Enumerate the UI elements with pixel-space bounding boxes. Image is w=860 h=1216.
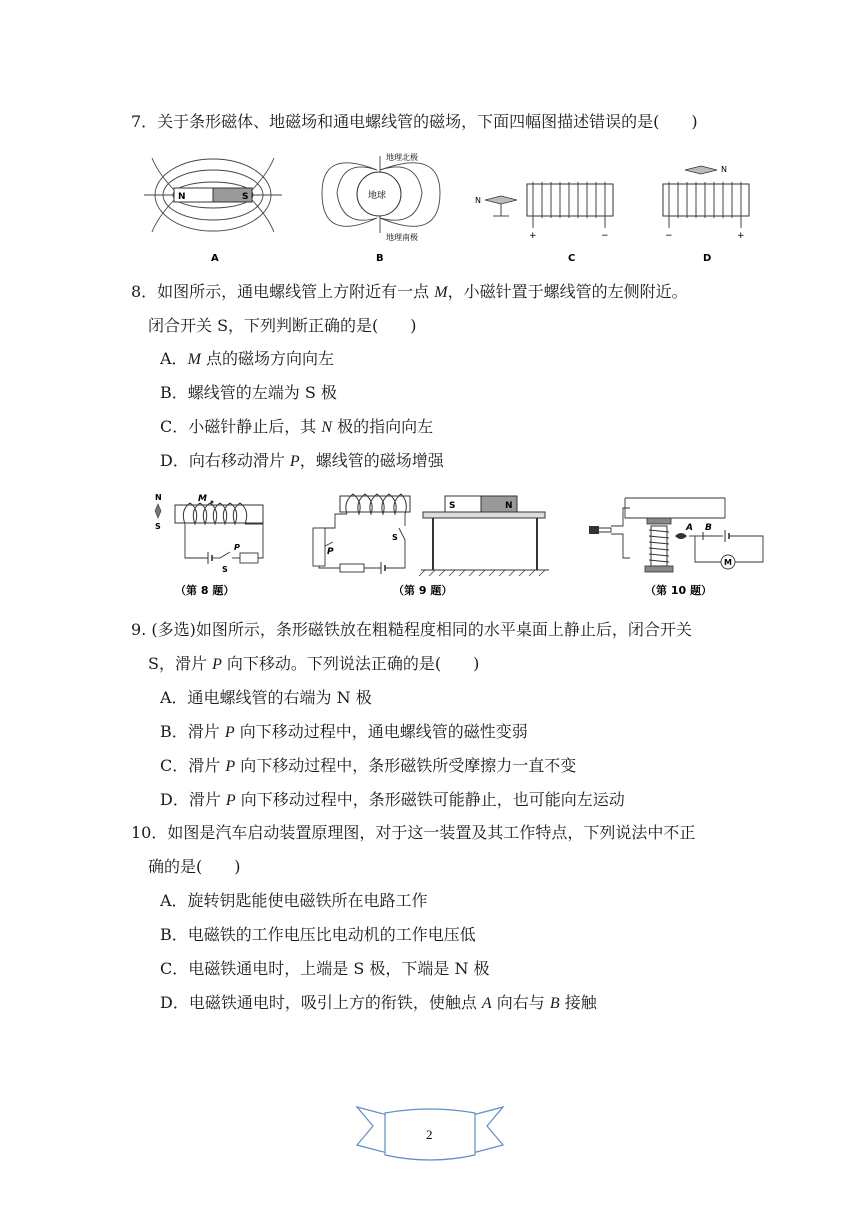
- q7-figure-b: [322, 148, 452, 266]
- fig10-caption: （第 10 题）: [645, 584, 712, 597]
- q8-stem-line1: 8．如图所示，通电螺线管上方附近有一点 M，小磁针置于螺线管的左侧附近。: [131, 282, 688, 301]
- fig9-magnet-s-label: S: [449, 501, 456, 511]
- fig10-a-label: A: [686, 523, 693, 533]
- fig8-n-label: N: [155, 493, 162, 502]
- fig8-compass-icon: [155, 504, 161, 518]
- q7-d-compass-needle-icon: [685, 166, 717, 174]
- q8-option-a: A．M 点的磁场方向向左: [160, 349, 334, 368]
- fig8-m-label: M: [198, 494, 207, 504]
- q9-option-d: D．滑片 P 向下移动过程中，条形磁铁可能静止，也可能向左运动: [160, 790, 625, 809]
- q10-option-a: A．旋转钥匙能使电磁铁所在电路工作: [160, 891, 428, 910]
- q9-option-a: A．通电螺线管的右端为 N 极: [160, 688, 372, 707]
- q9-stem-line2: S，滑片 P 向下移动。下列说法正确的是( ): [148, 654, 480, 673]
- fig10-b-label: B: [705, 523, 712, 533]
- q8-option-b: B．螺线管的左端为 S 极: [160, 383, 337, 402]
- fig8-p-label: P: [234, 543, 240, 552]
- fig8-switch-label: S: [222, 565, 228, 574]
- q10-option-c: C．电磁铁通电时，上端是 S 极，下端是 N 极: [160, 959, 490, 978]
- q7-geo-north-label: 地理北极: [386, 153, 418, 162]
- q7-needle-n-label: N: [475, 196, 481, 205]
- page-number: 2: [426, 1127, 433, 1142]
- figure-q9: [305, 488, 550, 603]
- q7-c-plus-label: +: [529, 231, 537, 241]
- page-number-banner: [355, 1105, 505, 1163]
- figure-q8: [150, 488, 275, 603]
- q7-magnet-n-label: N: [178, 192, 186, 202]
- q7-figure-d: [655, 148, 755, 266]
- q7-figure-c: [475, 148, 620, 266]
- q9-option-c: C．滑片 P 向下移动过程中，条形磁铁所受摩擦力一直不变: [160, 756, 577, 775]
- q7-figure-a: [138, 148, 288, 266]
- q10-stem-line1: 10．如图是汽车启动装置原理图，对于这一装置及其工作特点，下列说法中不正: [131, 823, 696, 842]
- fig10-key-icon: [589, 526, 599, 534]
- q7-d-plus-label: +: [737, 231, 745, 241]
- q9-stem-line1: 9. (多选)如图所示，条形磁铁放在粗糙程度相同的水平桌面上静止后，闭合开关: [131, 620, 692, 639]
- q7-label-b: B: [376, 253, 384, 264]
- q7-d-needle-n-label: N: [721, 165, 727, 174]
- q7-c-minus-label: −: [601, 231, 609, 241]
- q7-stem: 7．关于条形磁体、地磁场和通电螺线管的磁场，下面四幅图描述错误的是( ): [131, 112, 698, 131]
- fig8-s-label: S: [155, 522, 161, 531]
- q7-label-d: D: [703, 253, 712, 264]
- q8-option-d: D．向右移动滑片 P，螺线管的磁场增强: [160, 451, 444, 470]
- q8-option-c: C．小磁针静止后，其 N 极的指向向左: [160, 417, 434, 436]
- fig9-p-label: P: [327, 547, 334, 557]
- figure-q10: [585, 488, 770, 603]
- fig9-switch-label: S: [392, 533, 398, 542]
- q9-option-b: B．滑片 P 向下移动过程中，通电螺线管的磁性变弱: [160, 722, 528, 741]
- q10-stem-line2: 确的是( ): [148, 857, 241, 876]
- fig9-caption: （第 9 题）: [393, 584, 453, 597]
- q7-geo-south-label: 地理南极: [386, 233, 418, 242]
- q7-label-a: A: [211, 253, 219, 264]
- q10-option-d: D．电磁铁通电时，吸引上方的衔铁，使触点 A 向右与 B 接触: [160, 993, 597, 1012]
- fig9-magnet-n-label: N: [505, 501, 513, 511]
- q7-earth-label: 地球: [368, 191, 387, 201]
- q7-label-c: C: [568, 253, 576, 264]
- q8-stem-line2: 闭合开关 S，下列判断正确的是( ): [148, 316, 417, 335]
- q7-d-minus-label: −: [665, 231, 673, 241]
- q7-magnet-s-label: S: [242, 192, 249, 202]
- q7-compass-needle-icon: [485, 196, 517, 204]
- fig8-caption: （第 8 题）: [175, 584, 235, 597]
- fig10-motor-label: M: [724, 558, 732, 567]
- q10-option-b: B．电磁铁的工作电压比电动机的工作电压低: [160, 925, 476, 944]
